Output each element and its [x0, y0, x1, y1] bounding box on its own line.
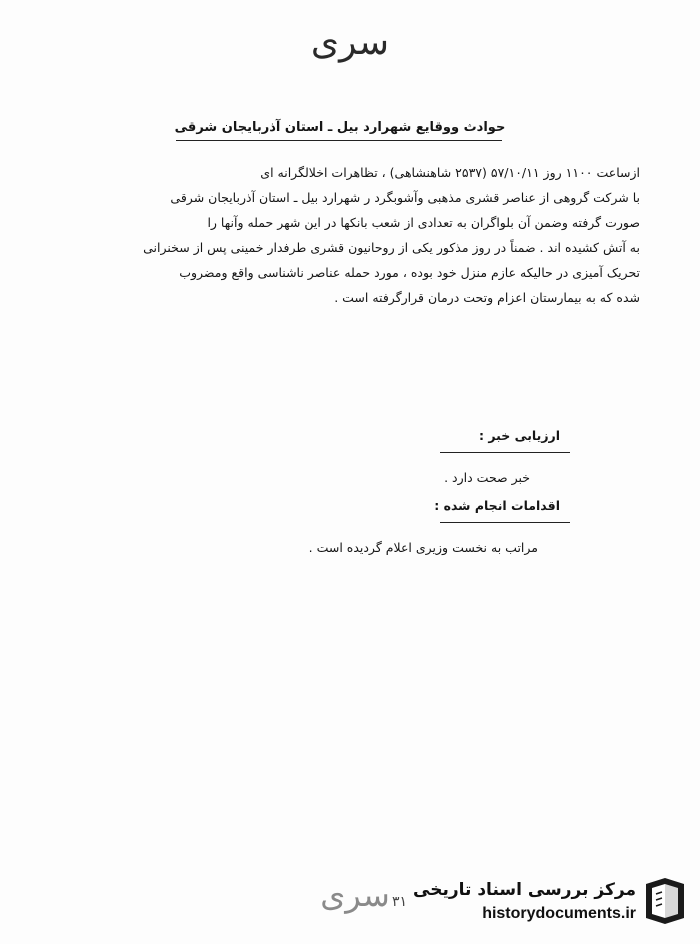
- document-title: حوادث ووقایع شهرارد بیل ـ استان آذربایجان شرقی: [174, 120, 506, 135]
- body-line: ازساعت ۱۱۰۰ روز ۵۷/۱۰/۱۱ (۲۵۳۷ شاهنشاهی) ، تظاهرات اخلالگرانه ای: [260, 165, 640, 180]
- actions-heading-rule: [440, 522, 570, 523]
- body-line: شده که به بیمارستان اعزام وتحت درمان قرارگرفته است .: [334, 290, 640, 305]
- watermark-url: historydocuments.ir: [482, 905, 636, 922]
- footer-classification-mark: سری: [320, 876, 390, 914]
- body-line: با شرکت گروهی از عناصر قشری مذهبی وآشوبگرد ر شهرارد بیل ـ استان آذربایجان شرقی: [170, 190, 640, 205]
- page-number: ۳۱: [391, 894, 408, 910]
- actions-heading: اقدامات انجام شده :: [434, 498, 560, 513]
- body-line: صورت گرفته وضمن آن بلواگران به تعدادی از شعب بانکها در این شهر حمله وآنها را: [207, 215, 640, 230]
- body-line: به آتش کشیده اند . ضمناً در روز مذکور یکی از روحانیون قشری طرفدار خمینی پس از سخنرانی: [143, 240, 640, 255]
- watermark-text: [413, 878, 636, 926]
- title-underline: [176, 140, 502, 141]
- assessment-heading: ارزیابی خبر :: [479, 428, 560, 443]
- body-line: تحریک آمیزی در حالیکه عازم منزل خود بوده ، مورد حمله عناصر ناشناسی واقع ومضروب: [179, 265, 640, 280]
- archive-watermark: [390, 872, 688, 932]
- assessment-heading-rule: [440, 452, 570, 453]
- actions-text: مراتب به نخست وزیری اعلام گردیده است .: [308, 540, 538, 555]
- watermark-title: مرکز بررسی اسناد تاریخی: [413, 880, 636, 900]
- classification-mark: سری: [310, 22, 390, 63]
- report-body: [60, 160, 640, 310]
- book-logo-icon: [642, 874, 688, 930]
- assessment-text: خبر صحت دارد .: [444, 470, 530, 485]
